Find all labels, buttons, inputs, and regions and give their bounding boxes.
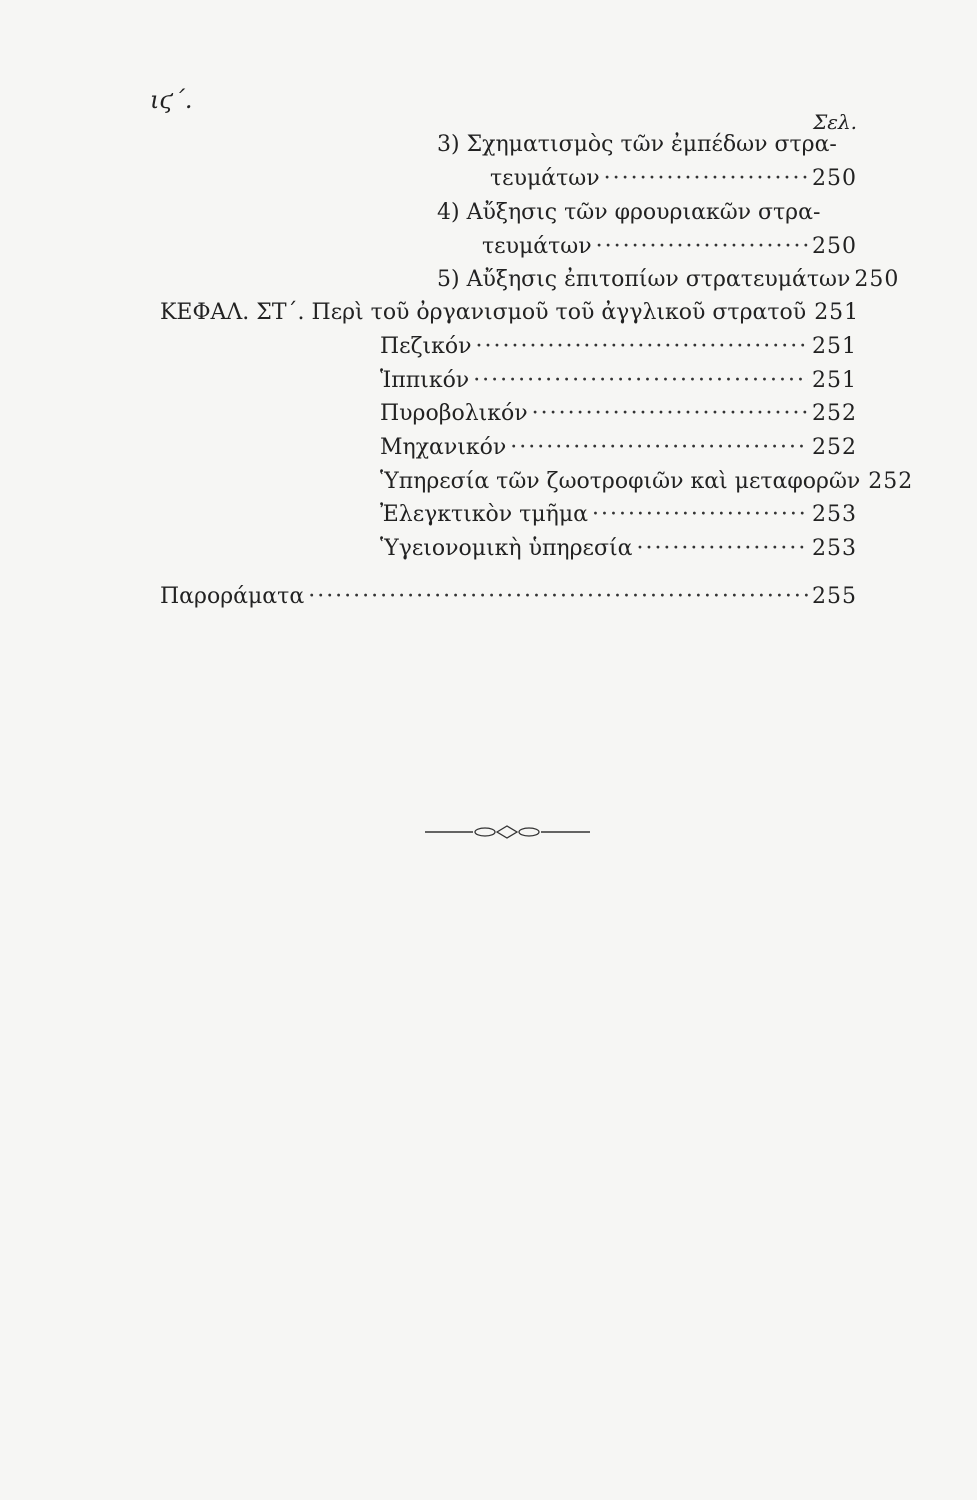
toc-entry (380, 431, 857, 465)
toc-entry (380, 532, 857, 566)
toc-entry-label: Ἱππικόν (380, 368, 470, 393)
toc-entry-page: 252 (812, 401, 857, 426)
toc-entry (380, 465, 914, 499)
toc-entry (490, 162, 857, 196)
toc-entry-label: 5) Αὔξησις ἐπιτοπίων στρατευμάτων (437, 267, 851, 292)
toc-entry (437, 263, 900, 297)
toc-entry-page: 252 (812, 435, 857, 460)
page-number: ιϛ΄. (150, 86, 193, 114)
toc-entry-label: Ἐλεγκτικὸν τμῆμα (380, 502, 588, 527)
dot-leader (636, 532, 808, 566)
toc-entry-label: τευμάτων (482, 234, 592, 259)
toc-entry-label: Ὑγειονομικὴ ὑπηρεσία (380, 536, 633, 561)
toc-entry-text: 4) Αὔξησις τῶν φρουριακῶν στρα- (437, 200, 821, 225)
toc-entry-label: ΚΕΦΑΛ. ΣΤ΄. Περὶ τοῦ ὀργανισμοῦ τοῦ ἀγγλικοῦ στρατοῦ (160, 300, 807, 325)
toc-entry-label: Πυροβολικόν (380, 401, 528, 426)
dot-leader (532, 397, 808, 431)
toc-entry-page: 255 (812, 584, 857, 609)
dot-leader (476, 330, 808, 364)
toc-entry (380, 330, 857, 364)
toc-entry-label: Ὑπηρεσία τῶν ζωοτροφιῶν καὶ μεταφορῶν (380, 469, 861, 494)
dot-leader (592, 498, 808, 532)
toc-entry (380, 498, 857, 532)
dot-leader (473, 364, 808, 398)
dot-leader (604, 162, 808, 196)
toc-entry (482, 230, 857, 264)
toc-entry-label: Μηχανικόν (380, 435, 507, 460)
toc-chapter-entry (160, 296, 860, 330)
toc-entry-label: τευμάτων (490, 166, 600, 191)
ornament-divider-icon (425, 820, 590, 844)
toc-entry (160, 580, 857, 614)
toc-entry-page: 251 (812, 334, 857, 359)
toc-entry-page: 251 (812, 368, 857, 393)
toc-entry (380, 397, 857, 431)
toc-entry-label: Πεζικόν (380, 334, 472, 359)
dot-leader (596, 230, 808, 264)
toc-entry-page: 252 (868, 469, 914, 494)
toc-entry-page: 250 (812, 166, 857, 191)
toc-entry-label: Παροράματα (160, 584, 305, 609)
toc-entry-page: 253 (812, 536, 857, 561)
toc-entry (380, 364, 857, 398)
dot-leader (510, 431, 808, 465)
toc-entry-page: 250 (812, 234, 857, 259)
toc-entry-page: 253 (812, 502, 857, 527)
toc-entry-page: 251 (814, 300, 860, 325)
toc-entry-text: 3) Σχηματισμὸς τῶν ἐμπέδων στρα- (437, 132, 837, 157)
column-label: Σελ. (813, 110, 857, 134)
toc-entry-page: 250 (854, 267, 900, 292)
dot-leader (308, 580, 808, 614)
